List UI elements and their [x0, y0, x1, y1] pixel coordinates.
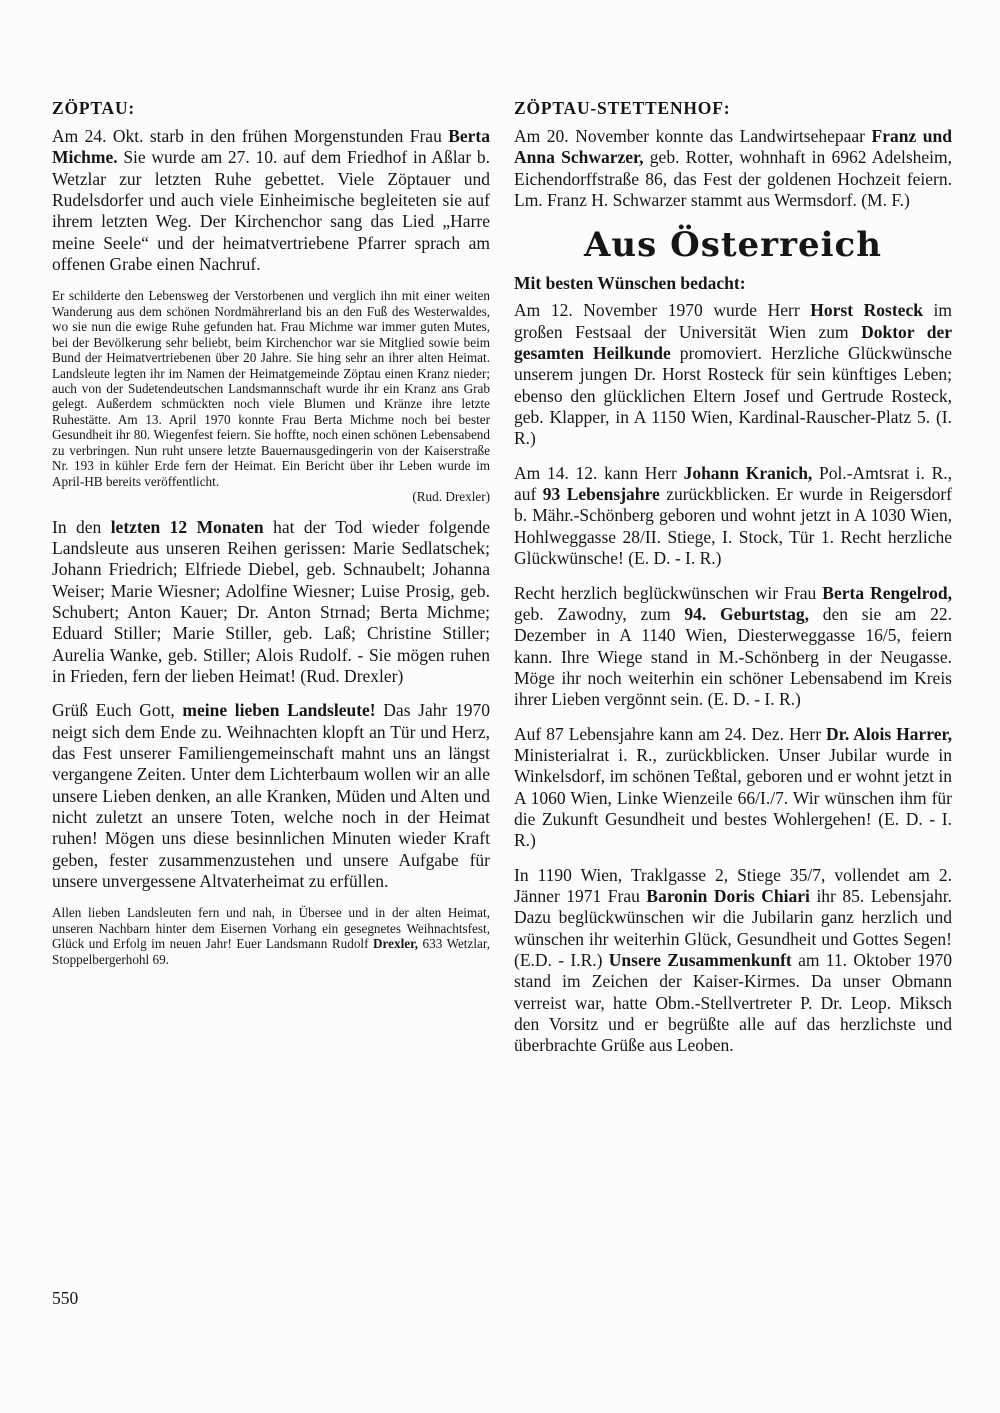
two-column-layout: [52, 98, 952, 1070]
paragraph-birthday-alois-harrer: Auf 87 Lebensjahre kann am 24. Dez. Herr Dr. Alois Harrer, Ministerialrat i. R., zurückblicken. Unser Jubilar wurde in Winkelsdorf, im schönen Teßtal, geboren und er wohnt jetzt in A 1060 Wien, Linke Wienzeile 66/I./7. Wir wünschen ihm für die Zukunft Gesundheit und bestes Wohlergehen! (E. D. - I. R.): [514, 723, 953, 851]
paragraph-obituary-berta-michme: Am 24. Okt. starb in den frühen Morgenstunden Frau Berta Michme. Sie wurde am 27. 10. auf dem Friedhof in Aßlar b. Wetzlar zur letzten Ruhe gebettet. Viele Zöptauer und Rudelsdorfer und auch viele Einheimische begleiteten sie auf ihrem letzten Weg. Der Kirchenchor sang das Lied „Harre meine Seele“ und der heimatvertriebene Pfarrer sprach am offenen Grabe einen Nachruf.: [52, 126, 490, 275]
paragraph-birthday-berta-rengelrod: Recht herzlich beglückwünschen wir Frau Berta Rengelrod, geb. Zawodny, zum 94. Geburtstag, den sie am 22. Dezember in A 1140 Wien, Diesterweggasse 16/5, feiern kann. Ihre Wiege stand in M.-Schönberg in der Neugasse. Möge ihr noch weiterhin ein schöner Lebensabend im Kreis ihrer Lieben vergönnt sein. (E. D. - I. R.): [514, 582, 952, 710]
right-column: [514, 98, 952, 1070]
paragraph-birthday-johann-kranich: Am 14. 12. kann Herr Johann Kranich, Pol.-Amtsrat i. R., auf 93 Lebensjahre zurückblicken. Er wurde in Reigersdorf b. Mähr.-Schönberg geboren und wohnt jetzt in A 1030 Wien, Hohlweggasse 28/II. Stiege, I. Stock, Tür 1. Recht herzliche Glückwünsche! (E. D. - I. R.): [514, 462, 952, 569]
left-column: [52, 98, 490, 979]
paragraph-christmas-wishes: Allen lieben Landsleuten fern und nah, in Übersee und in der alten Heimat, unseren Nachbarn hinter dem Eisernen Vorhang ein gesegnetes Weihnachtsfest, Glück und Erfolg im neuen Jahr! Euer Landsmann Rudolf Drexler, 633 Wetzlar, Stoppelbergerhohl 69.: [52, 905, 491, 967]
heading-aus-oesterreich: Aus Österreich: [584, 225, 882, 266]
section-heading-zoptau: ZÖPTAU:: [52, 98, 136, 118]
paragraph-deceased-list: In den letzten 12 Monaten hat der Tod wieder folgende Landsleute aus unseren Reihen gerissen: Marie Sedlatschek; Johann Friedrich; Elfriede Diebel, geb. Schnaubelt; Johanna Weiser; Marie Wiesner; Adolfine Wiesner; Luise Prosig, geb. Schubert; Anton Kauer; Dr. Anton Strnad; Berta Michme; Eduard Stiller; Marie Stiller, geb. Laß; Christine Stiller; Aurelia Wanke, geb. Stiller; Alois Rudolf. - Sie mögen ruhen in Frieden, fern der lieben Heimat! (Rud. Drexler): [52, 516, 490, 686]
paragraph-golden-wedding-schwarzer: Am 20. November konnte das Landwirtsehepaar Franz und Anna Schwarzer, geb. Rotter, wohnhaft in 6962 Adelsheim, Eichendorffstraße 86, das Fest der goldenen Hochzeit feiern. Lm. Franz H. Schwarzer stammt aus Wermsdorf. (M. F.): [514, 126, 953, 211]
page-number: 550: [52, 1288, 79, 1308]
paragraph-promotion-horst-rosteck: Am 12. November 1970 wurde Herr Horst Rosteck im großen Festsaal der Universität Wien zum Doktor der gesamten Heilkunde promoviert. Herzliche Glückwünsche unserem jungen Dr. Horst Rosteck für sein künftiges Leben; ebenso den glücklichen Eltern Josef und Gertrude Rosteck, geb. Klapper, in A 1150 Wien, Kardinal-Rauscher-Platz 5. (I. R.): [514, 300, 953, 449]
section-heading-zoptau-stettenhof: ZÖPTAU-STETTENHOF:: [514, 98, 731, 118]
byline-rud-drexler: (Rud. Drexler): [412, 489, 490, 505]
paragraph-eulogy-details: Er schilderte den Lebensweg der Verstorbenen und verglich ihn mit einer weiten Wanderung aus dem schönen Nordmährerland bis an den Fuß des Westerwaldes, wo sie nun die ewige Ruhe gefunden hat. Frau Michme war immer guten Mutes, bei der Bevölkerung sehr beliebt, beim Kirchenchor war sie Mitglied sowie beim Bund der Heimatvertriebenen über 20 Jahre. Sie hing sehr an ihrer alten Heimat. Landsleute legten ihr im Namen der Heimatgemeinde Zöptau einen Kranz nieder; auch von der Sudetendeutschen Landsmannschaft wurde ihr ein Kranz ans Grab gelegt. Außerdem schmückten noch viele Blumen und Kränze ihre letzte Ruhestätte. Am 13. April 1970 konnte Frau Berta Michme noch bei bester Gesundheit ihr 80. Wiegenfest feiern. Sie hoffte, noch einen schönen Lebensabend zu verbringen. Nun ruht unsere letzte Bauernausgedingerin von der Kaiserstraße Nr. 193 in kühler Erde fern der Heimat. Ein Bericht über ihr Leben wurde im April-HB bereits veröffentlicht.: [52, 288, 490, 489]
paragraph-year-end-greeting: Grüß Euch Gott, meine lieben Landsleute! Das Jahr 1970 neigt sich dem Ende zu. Weihnachten klopft an Tür und Herz, das Fest unserer Familiengemeinschaft mahnt uns an längst vergangene Zeiten. Unter dem Lichterbaum wollen wir an alle unsere Lieben denken, an alle Kranken, Müden und Alten und nicht zuletzt an unsere Toten, welche noch in der Heimat ruhen! Mögen uns diese besinnlichen Minuten wieder Kraft geben, fester zusammenzustehen und unsere Aufgabe für unsere unvergessene Altvaterheimat zu erfüllen.: [52, 700, 490, 892]
heading-mit-besten-wuenschen: Mit besten Wünschen bedacht:: [514, 273, 746, 294]
paragraph-birthday-doris-chiari-and-meeting: In 1190 Wien, Traklgasse 2, Stiege 35/7, vollendet am 2. Jänner 1971 Frau Baronin Doris Chiari ihr 85. Lebensjahr. Dazu beglückwünschen wir die Jubilarin ganz herzlich und wünschen ihr weiterhin Glück, Gesundheit und Gottes Segen! (E.D. - I.R.) Unsere Zusammenkunft am 11. Oktober 1970 stand im Zeichen der Kaiser-Kirmes. Da unser Obmann verreist war, hatte Obm.-Stellvertreter P. Dr. Leop. Miksch den Vorsitz und er begrüßte alle auf das herzlichste und überbrachte Grüße aus Leoben.: [514, 864, 953, 1056]
